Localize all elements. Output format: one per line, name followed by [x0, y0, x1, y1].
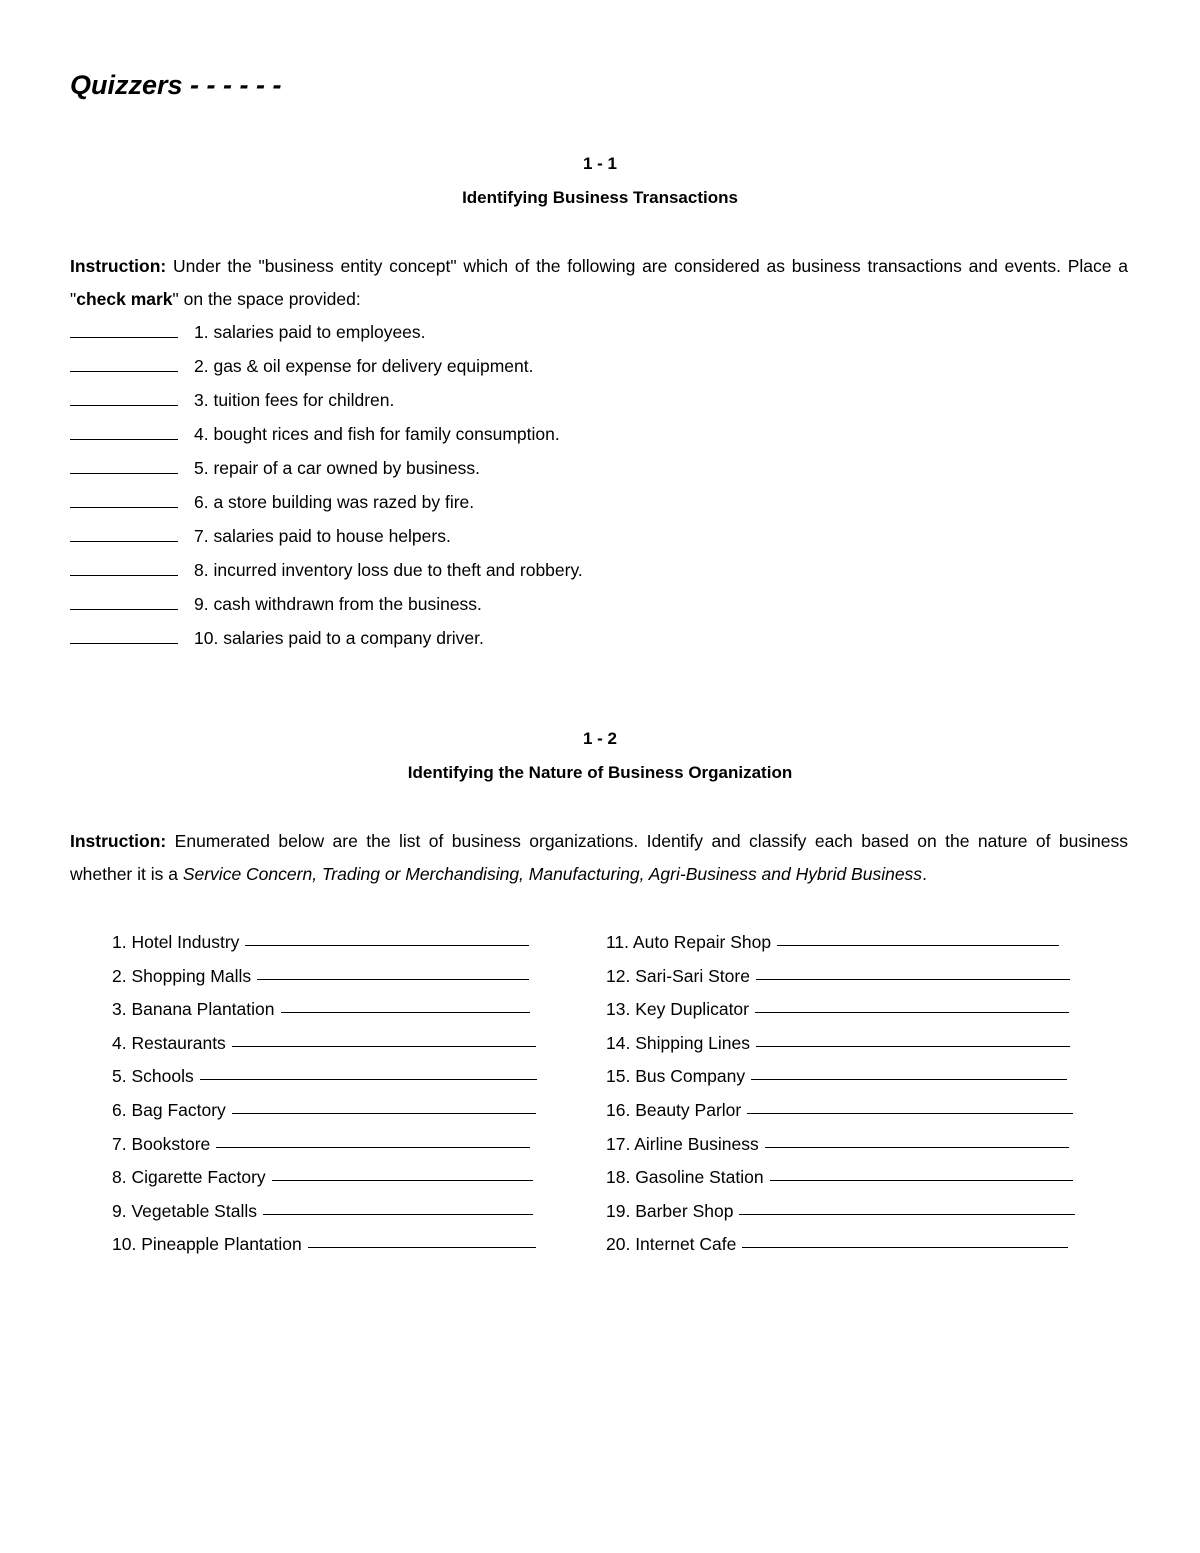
organization-label: 13. Key Duplicator — [606, 999, 749, 1020]
answer-blank[interactable] — [747, 1093, 1073, 1114]
section-1-number: 1 - 1 — [582, 154, 618, 173]
checklist-item-text: 4. bought rices and fish for family consumption. — [194, 424, 560, 444]
checklist-item — [70, 417, 583, 451]
answer-blank[interactable] — [739, 1194, 1075, 1215]
organization-item — [606, 925, 1075, 959]
answer-blank[interactable] — [232, 1026, 536, 1047]
answer-blank[interactable] — [777, 925, 1059, 946]
answer-blank[interactable] — [272, 1160, 533, 1181]
instruction-categories: Service Concern, Trading or Merchandising, Manufacturing, Agri-Business and Hybrid Business — [182, 864, 923, 884]
answer-blank[interactable] — [257, 959, 529, 980]
section-1-instruction — [70, 250, 1128, 316]
organization-label: 20. Internet Cafe — [606, 1234, 737, 1255]
organization-item — [112, 1160, 537, 1194]
instruction-label: Instruction: — [70, 831, 167, 851]
check-blank[interactable] — [70, 349, 178, 372]
checklist-item-text: 8. incurred inventory loss due to theft and robbery. — [194, 560, 583, 580]
check-blank[interactable] — [70, 383, 178, 406]
checklist-item-text: 10. salaries paid to a company driver. — [194, 628, 484, 648]
checklist-item — [70, 315, 583, 349]
answer-blank[interactable] — [770, 1160, 1073, 1181]
answer-blank[interactable] — [756, 959, 1070, 980]
organization-item — [112, 959, 537, 993]
organization-label: 17. Airline Business — [606, 1133, 759, 1154]
organization-item — [606, 1059, 1075, 1093]
organization-label: 9. Vegetable Stalls — [112, 1200, 257, 1221]
answer-blank[interactable] — [245, 925, 529, 946]
organization-item — [606, 1160, 1075, 1194]
organization-item — [112, 1227, 537, 1261]
section-1-title: Identifying Business Transactions — [462, 188, 738, 207]
answer-blank[interactable] — [263, 1194, 533, 1215]
checklist-item-text: 6. a store building was razed by fire. — [194, 492, 475, 512]
check-blank[interactable] — [70, 621, 178, 644]
organization-item — [606, 1227, 1075, 1261]
checklist-item — [70, 621, 583, 655]
organization-label: 19. Barber Shop — [606, 1200, 734, 1221]
organization-item — [112, 925, 537, 959]
instruction-text-end: " on the space provided: — [172, 289, 361, 309]
organization-item — [112, 1093, 537, 1127]
organization-item — [606, 1093, 1075, 1127]
organization-item — [606, 1194, 1075, 1228]
check-blank[interactable] — [70, 587, 178, 610]
organization-item — [112, 992, 537, 1026]
check-blank[interactable] — [70, 553, 178, 576]
organization-label: 6. Bag Factory — [112, 1099, 226, 1120]
organization-list-right — [606, 925, 1075, 1261]
organization-label: 3. Banana Plantation — [112, 999, 275, 1020]
instruction-text: Under the "business entity concept" which of the following are considered as business transactions and events. Place a " — [70, 256, 1128, 309]
check-blank[interactable] — [70, 519, 178, 542]
answer-blank[interactable] — [232, 1093, 536, 1114]
check-blank[interactable] — [70, 315, 178, 338]
organization-list-left — [112, 925, 537, 1261]
checklist-item-text: 7. salaries paid to house helpers. — [194, 526, 451, 546]
checklist-item-text: 2. gas & oil expense for delivery equipment. — [194, 356, 534, 376]
answer-blank[interactable] — [755, 992, 1069, 1013]
checklist-item — [70, 553, 583, 587]
checklist-item-text: 3. tuition fees for children. — [194, 390, 395, 410]
section-2-title: Identifying the Nature of Business Organization — [407, 763, 793, 782]
checklist-item-text: 9. cash withdrawn from the business. — [194, 594, 482, 614]
checklist-item — [70, 485, 583, 519]
answer-blank[interactable] — [308, 1227, 536, 1248]
organization-item — [606, 1127, 1075, 1161]
organization-label: 18. Gasoline Station — [606, 1167, 764, 1188]
answer-blank[interactable] — [756, 1026, 1070, 1047]
instruction-emphasis: check mark — [76, 289, 173, 309]
instruction-text: Enumerated below are the list of business organizations. Identify and classify each based on the nature of business whether it is a — [70, 831, 1128, 884]
checklist-item-text: 1. salaries paid to employees. — [194, 322, 426, 342]
organization-label: 4. Restaurants — [112, 1032, 226, 1053]
organization-item — [112, 1127, 537, 1161]
answer-blank[interactable] — [200, 1059, 537, 1080]
section-2-number: 1 - 2 — [582, 729, 618, 748]
checklist-item — [70, 383, 583, 417]
page-title: Quizzers - - - - - - — [70, 70, 282, 100]
organization-item — [112, 1059, 537, 1093]
instruction-text-end: . — [922, 864, 927, 884]
organization-label: 11. Auto Repair Shop — [606, 932, 772, 952]
transaction-checklist — [70, 315, 583, 655]
organization-label: 5. Schools — [112, 1066, 194, 1087]
organization-label: 7. Bookstore — [112, 1133, 211, 1154]
answer-blank[interactable] — [751, 1059, 1067, 1080]
answer-blank[interactable] — [281, 992, 530, 1013]
checklist-item — [70, 451, 583, 485]
organization-label: 15. Bus Company — [606, 1066, 746, 1087]
organization-label: 2. Shopping Malls — [112, 965, 252, 986]
organization-label: 8. Cigarette Factory — [112, 1167, 266, 1188]
organization-label: 16. Beauty Parlor — [606, 1099, 742, 1120]
organization-label: 14. Shipping Lines — [606, 1032, 750, 1053]
checklist-item — [70, 519, 583, 553]
checklist-item-text: 5. repair of a car owned by business. — [194, 458, 480, 478]
organization-label: 1. Hotel Industry — [112, 932, 240, 952]
check-blank[interactable] — [70, 417, 178, 440]
organization-label: 10. Pineapple Plantation — [112, 1234, 302, 1255]
check-blank[interactable] — [70, 451, 178, 474]
checklist-item — [70, 349, 583, 383]
answer-blank[interactable] — [765, 1127, 1069, 1148]
organization-item — [606, 959, 1075, 993]
organization-item — [112, 1194, 537, 1228]
answer-blank[interactable] — [742, 1227, 1068, 1248]
checklist-item — [70, 587, 583, 621]
answer-blank[interactable] — [216, 1127, 530, 1148]
section-2-instruction — [70, 825, 1128, 891]
organization-item — [606, 992, 1075, 1026]
organization-label: 12. Sari-Sari Store — [606, 965, 750, 986]
organization-item — [112, 1026, 537, 1060]
check-blank[interactable] — [70, 485, 178, 508]
instruction-label: Instruction: — [70, 256, 167, 276]
organization-item — [606, 1026, 1075, 1060]
